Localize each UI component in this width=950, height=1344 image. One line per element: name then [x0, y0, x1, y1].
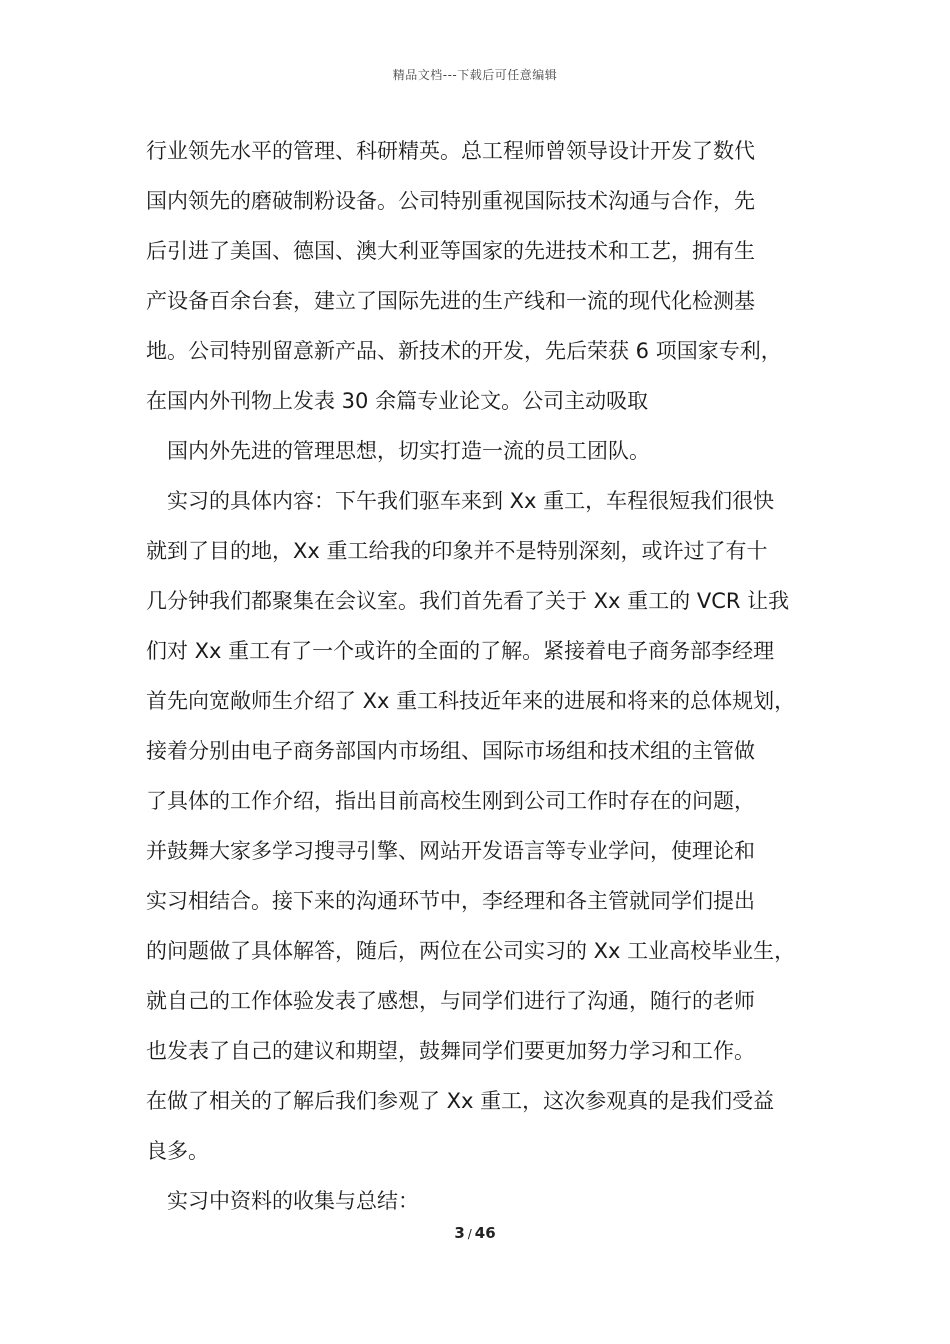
text-line: 地。公司特别留意新产品、新技术的开发，先后荣获 6 项国家专利， [146, 339, 782, 363]
text-line: 行业领先水平的管理、科研精英。总工程师曾领导设计开发了数代 [146, 139, 755, 163]
text-line: 后引进了美国、德国、澳大利亚等国家的先进技术和工艺，拥有生 [146, 239, 755, 263]
total-pages: 46 [474, 1224, 496, 1242]
document-body [146, 126, 826, 1226]
text-line: 在做了相关的了解后我们参观了 Xx 重工，这次参观真的是我们受益 [146, 1089, 775, 1113]
section-heading: 实习中资料的收集与总结： [167, 1189, 419, 1213]
text-line: 并鼓舞大家多学习搜寻引擎、网站开发语言等专业学问，使理论和 [146, 839, 755, 863]
text-line: 也发表了自己的建议和期望，鼓舞同学们要更加努力学习和工作。 [146, 1039, 755, 1063]
page-header: 精品文档---下载后可任意编辑 [392, 68, 558, 82]
text-line: 国内外先进的管理思想，切实打造一流的员工团队。 [167, 439, 650, 463]
text-line: 几分钟我们都聚集在会议室。我们首先看了关于 Xx 重工的 VCR 让我 [146, 589, 790, 613]
text-line: 在国内外刊物上发表 30 余篇专业论文。公司主动吸取 [146, 389, 649, 413]
page-number [0, 1224, 950, 1242]
current-page: 3 [454, 1224, 465, 1242]
text-line: 就自己的工作体验发表了感想，与同学们进行了沟通，随行的老师 [146, 989, 755, 1013]
text-line: 首先向宽敞师生介绍了 Xx 重工科技近年来的进展和将来的总体规划， [146, 689, 796, 713]
text-line: 接着分别由电子商务部国内市场组、国际市场组和技术组的主管做 [146, 739, 755, 763]
text-line: 实习的具体内容：下午我们驱车来到 Xx 重工，车程很短我们很快 [167, 489, 775, 513]
page-separator: / [467, 1227, 472, 1241]
text-line: 就到了目的地，Xx 重工给我的印象并不是特别深刻，或许过了有十 [146, 539, 768, 563]
text-line: 良多。 [146, 1139, 209, 1163]
text-line: 们对 Xx 重工有了一个或许的全面的了解。紧接着电子商务部李经理 [146, 639, 775, 663]
text-line: 实习相结合。接下来的沟通环节中，李经理和各主管就同学们提出 [146, 889, 755, 913]
text-line: 的问题做了具体解答，随后，两位在公司实习的 Xx 工业高校毕业生， [146, 939, 796, 963]
text-line: 国内领先的磨破制粉设备。公司特别重视国际技术沟通与合作，先 [146, 189, 755, 213]
text-line: 产设备百余台套，建立了国际先进的生产线和一流的现代化检测基 [146, 289, 755, 313]
text-line: 了具体的工作介绍，指出目前高校生刚到公司工作时存在的问题， [146, 789, 755, 813]
